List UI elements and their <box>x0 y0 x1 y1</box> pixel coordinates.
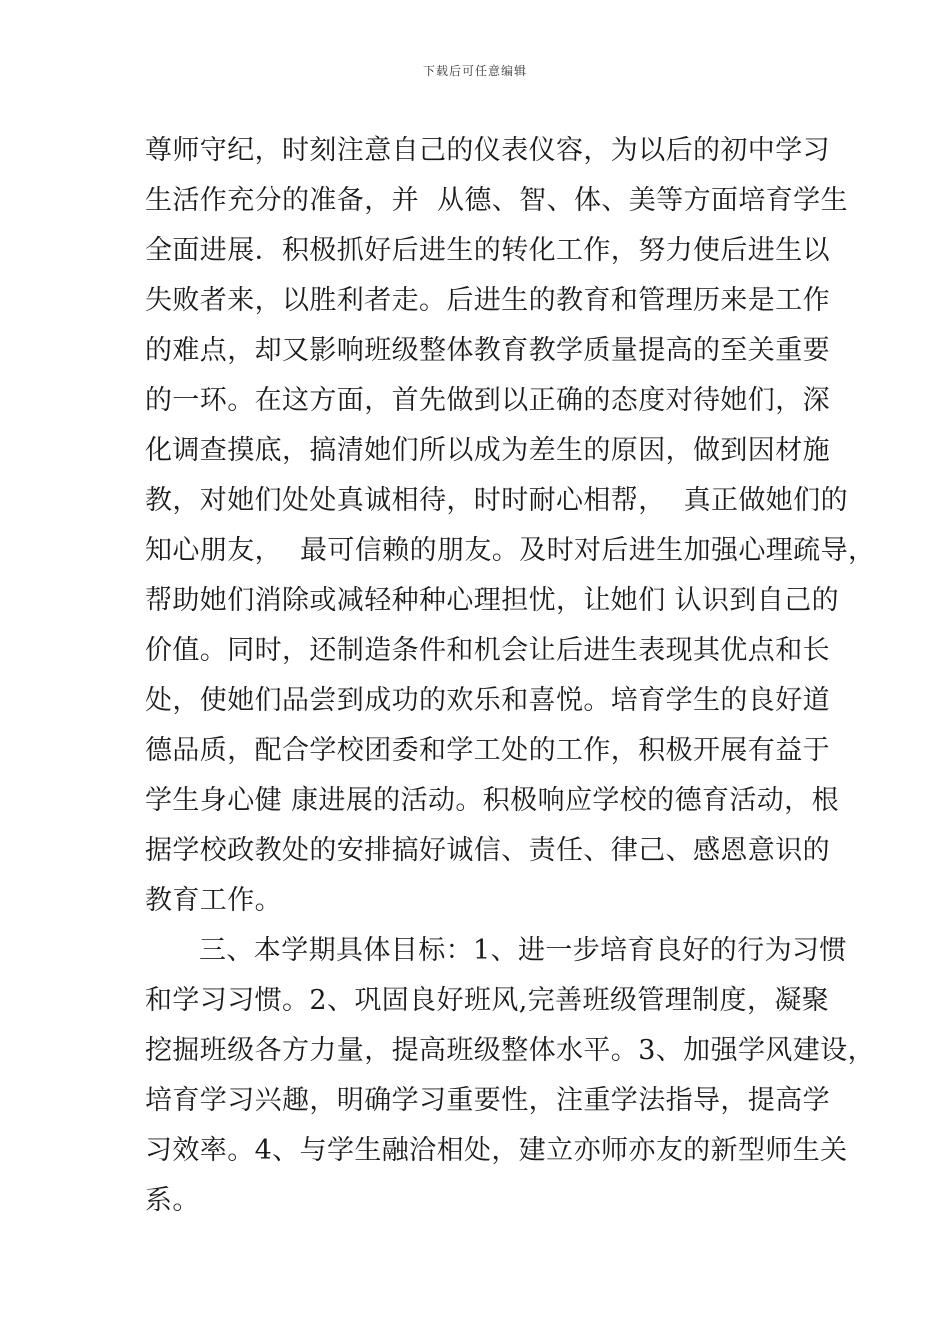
paragraph-1 <box>145 126 876 926</box>
text-line: 生活作充分的准备，并 从德、智、体、美等方面培育学生 <box>145 185 848 216</box>
text-line: 处，使她们品尝到成功的欢乐和喜悦。培育学生的良好道 <box>145 685 830 716</box>
text-line: 价值。同时，还制造条件和机会让后进生表现其优点和长 <box>145 635 830 666</box>
text-line: 德品质，配合学校团委和学工处的工作，积极开展有益于 <box>145 735 830 766</box>
text-line: 挖掘班级各方力量，提高班级整体水平。3、加强学风建设， <box>145 1035 875 1066</box>
text-line: 知心朋友， 最可信赖的朋友。及时对后进生加强心理疏导， <box>145 535 876 566</box>
text-line: 失败者来，以胜利者走。后进生的教育和管理历来是工作 <box>145 285 830 316</box>
text-line: 学生身心健 康进展的活动。积极响应学校的德育活动，根 <box>145 785 839 816</box>
document-body <box>145 126 876 1226</box>
text-line: 习效率。4、与学生融洽相处，建立亦师亦友的新型师生关 <box>145 1135 848 1166</box>
text-line: 系。 <box>145 1185 200 1216</box>
text-line: 三、本学期具体目标：1、进一步培育良好的行为习惯 <box>199 935 847 966</box>
text-line: 尊师守纪，时刻注意自己的仪表仪容，为以后的初中学习 <box>145 135 830 166</box>
text-line: 据学校政教处的安排搞好诚信、责任、律己、感恩意识的 <box>145 835 830 866</box>
text-line: 培育学习兴趣，明确学习重要性，注重学法指导，提高学 <box>145 1085 830 1116</box>
text-line: 全面进展．积极抓好后进生的转化工作，努力使后进生以 <box>145 235 830 266</box>
text-line: 化调查摸底，搞清她们所以成为差生的原因，做到因材施 <box>145 435 830 466</box>
page-header: 下载后可任意编辑 <box>422 64 527 78</box>
text-line: 的难点，却又影响班级整体教育教学质量提高的至关重要 <box>145 335 830 366</box>
text-line: 和学习习惯。2、巩固良好班风,完善班级管理制度，凝聚 <box>145 985 830 1016</box>
text-line: 的一环。在这方面，首先做到以正确的态度对待她们，深 <box>145 385 830 416</box>
text-line: 帮助她们消除或减轻种种心理担忧，让她们 认识到自己的 <box>145 585 839 616</box>
paragraph-2 <box>145 926 875 1226</box>
text-line: 教，对她们处处真诚相待，时时耐心相帮， 真正做她们的 <box>145 485 848 516</box>
text-line: 教育工作。 <box>145 885 282 916</box>
